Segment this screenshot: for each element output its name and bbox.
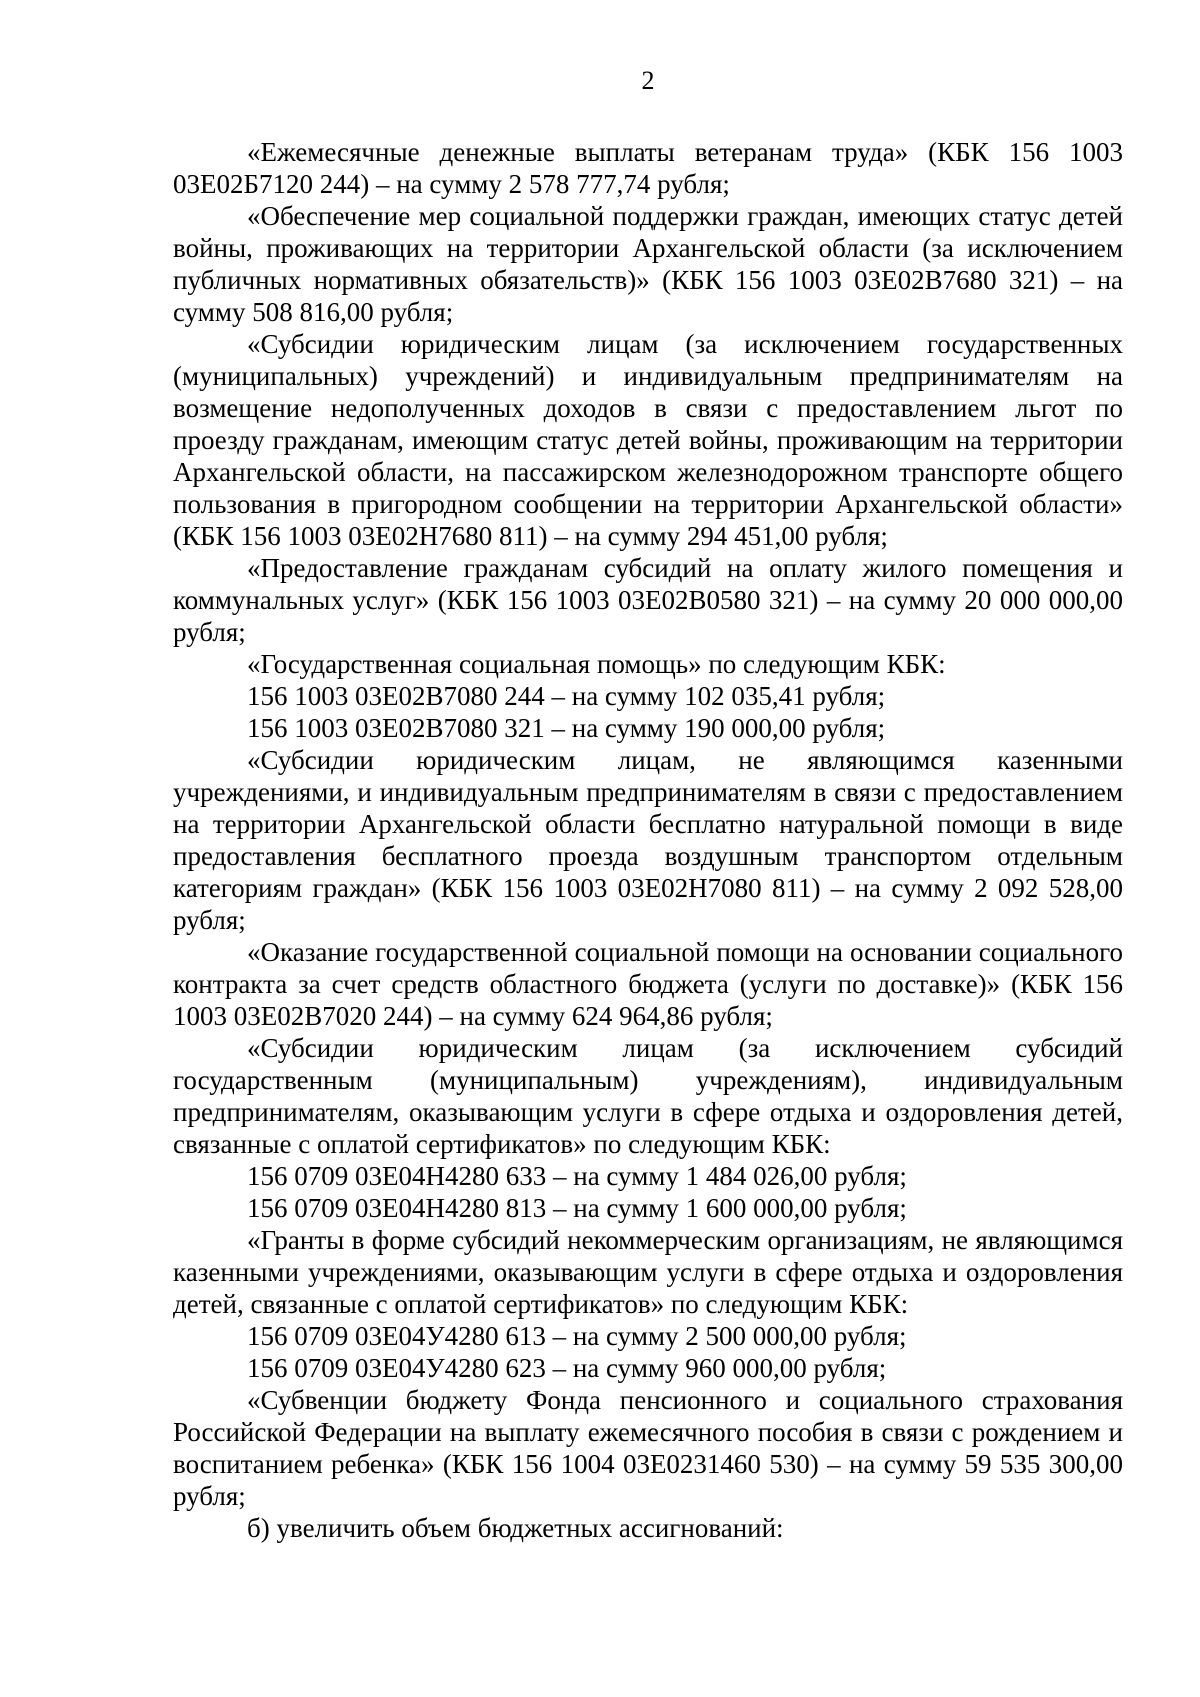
- paragraph-air-transport-subsidies: «Субсидии юридическим лицам, не являющимся казенными учреждениями, и индивидуальным предпринимателям в связи с предоставлением на территории Архангельской области бесплатно натуральной помощи в виде предоставления бесплатного проезда воздушным транспортом отдельным категориям граждан» (КБК 156 1003 03Е02Н7080 811) – на сумму 2 092 528,00 рубля;: [173, 745, 1123, 935]
- paragraph-railway-subsidies: «Субсидии юридическим лицам (за исключением государственных (муниципальных) учреждений) и индивидуальным предпринимателям на возмещение недополученных доходов в связи с предоставлением льгот по проезду гражданам, имеющим статус детей войны, проживающим на территории Архангельской области, на пассажирском железнодорожном транспорте общего пользования в пригородном сообщении на территории Архангельской области» (КБК 156 1003 03Е02Н7680 811) – на сумму 294 451,00 рубля;: [173, 329, 1123, 551]
- kbk-line: 156 0709 03Е04У4280 623 – на сумму 960 000,00 рубля;: [247, 1353, 887, 1383]
- paragraph-increase-allocations: б) увеличить объем бюджетных ассигнований:: [247, 1513, 784, 1543]
- kbk-line: 156 0709 03Е04У4280 613 – на сумму 2 500 000,00 рубля;: [247, 1321, 907, 1351]
- paragraph-pension-fund-subventions: «Субвенции бюджету Фонда пенсионного и социального страхования Российской Федерации на выплату ежемесячного пособия в связи с рождением и воспитанием ребенка» (КБК 156 1004 03Е0231460 530) – на сумму 59 535 300,00 рубля;: [173, 1385, 1123, 1511]
- paragraph-veterans-payments: «Ежемесячные денежные выплаты ветеранам труда» (КБК 156 1003 03Е02Б7120 244) – на сумму 2 578 777,74 рубля;: [173, 137, 1123, 199]
- kbk-line: 156 0709 03Е04Н4280 813 – на сумму 1 600 000,00 рубля;: [247, 1193, 907, 1223]
- paragraph-social-assistance-header: «Государственная социальная помощь» по следующим КБК:: [247, 649, 946, 679]
- paragraph-housing-subsidies: «Предоставление гражданам субсидий на оплату жилого помещения и коммунальных услуг» (КБК 156 1003 03Е02В0580 321) – на сумму 20 000 000,00 рубля;: [173, 553, 1123, 647]
- kbk-line: 156 1003 03Е02В7080 244 – на сумму 102 035,41 рубля;: [247, 681, 886, 711]
- page-number: 2: [641, 66, 655, 95]
- paragraph-social-contract-assistance: «Оказание государственной социальной помощи на основании социального контракта за счет средств областного бюджета (услуги по доставке)» (КБК 156 1003 03Е02В7020 244) – на сумму 624 964,86 рубля;: [173, 937, 1123, 1031]
- paragraph-children-recreation-subsidies: «Субсидии юридическим лицам (за исключением субсидий государственным (муниципальным) учреждениям), индивидуальным предпринимателям, оказывающим услуги в сфере отдыха и оздоровления детей, связанные с оплатой сертификатов» по следующим КБК:: [173, 1033, 1123, 1159]
- paragraph-nonprofit-grants: «Гранты в форме субсидий некоммерческим организациям, не являющимся казенными учреждениями, оказывающим услуги в сфере отдыха и оздоровления детей, связанные с оплатой сертификатов» по следующим КБК:: [173, 1225, 1123, 1319]
- paragraph-children-of-war-support: «Обеспечение мер социальной поддержки граждан, имеющих статус детей войны, проживающих на территории Архангельской области (за исключением публичных нормативных обязательств)» (КБК 156 1003 03Е02В7680 321) – на сумму 508 816,00 рубля;: [173, 201, 1123, 327]
- kbk-line: 156 1003 03Е02В7080 321 – на сумму 190 000,00 рубля;: [247, 713, 886, 743]
- kbk-line: 156 0709 03Е04Н4280 633 – на сумму 1 484 026,00 рубля;: [247, 1161, 907, 1191]
- document-page: [173, 66, 1123, 1544]
